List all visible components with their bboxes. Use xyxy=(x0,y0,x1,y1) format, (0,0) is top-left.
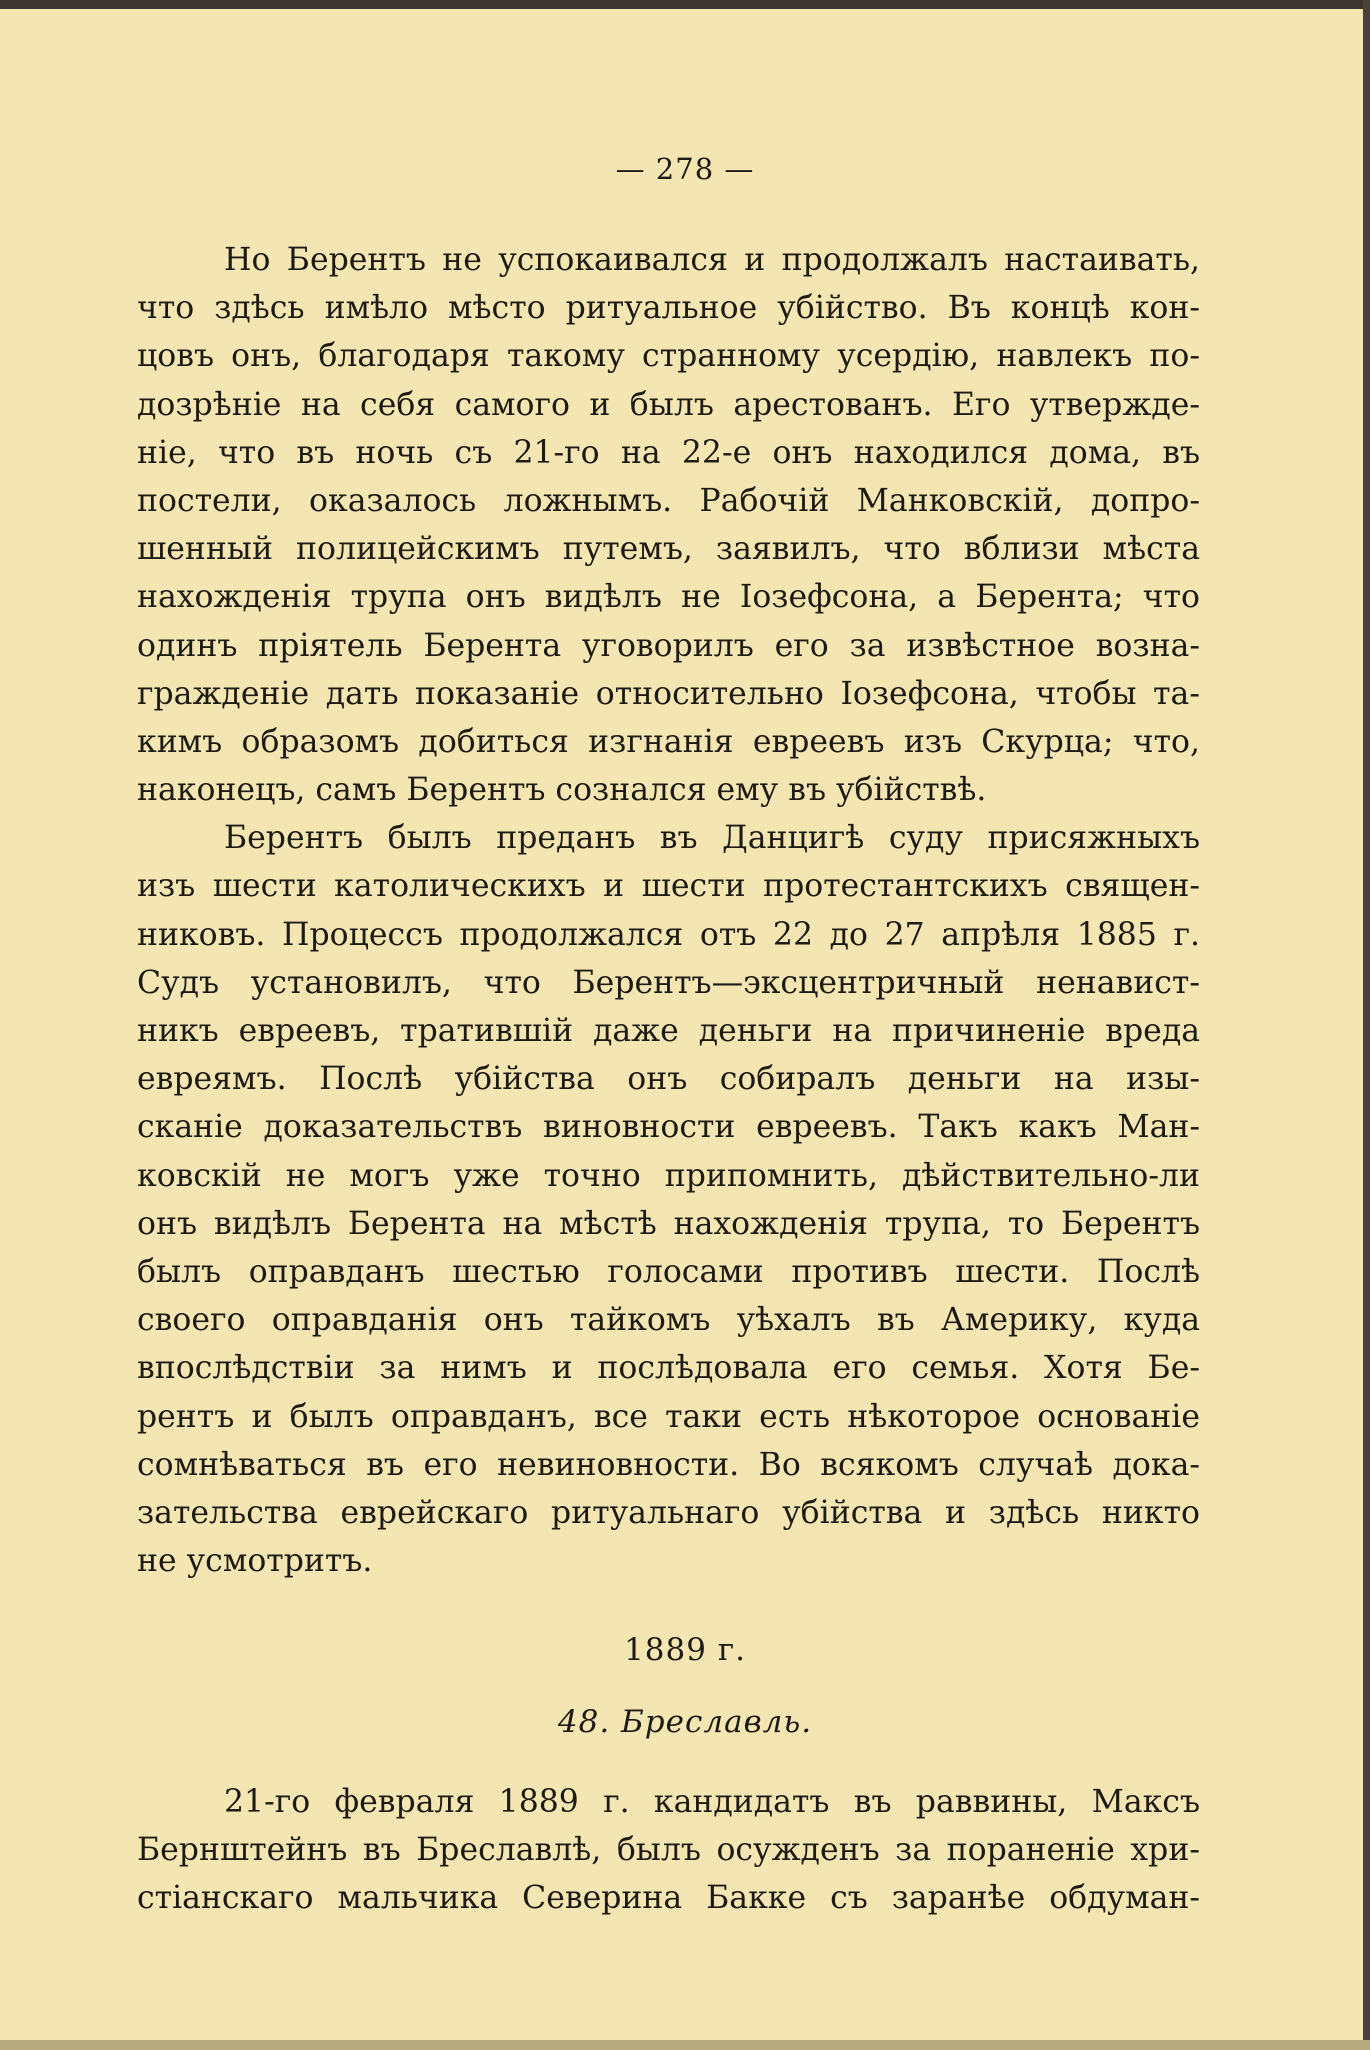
text-line: что здѣсь имѣло мѣсто ритуальное убійство. Въ концѣ кон- xyxy=(137,290,1200,327)
page-number: — 278 — xyxy=(615,152,755,186)
scan-bottom-edge xyxy=(0,2040,1370,2050)
text-line: своего оправданія онъ тайкомъ уѣхалъ въ Америку, куда xyxy=(137,1302,1200,1339)
text-line: рентъ и былъ оправданъ, все таки есть нѣкоторое основаніе xyxy=(137,1398,1200,1435)
text-line: постели, оказалось ложнымъ. Рабочій Манковскій, допро- xyxy=(137,482,1200,519)
section-text xyxy=(137,1778,1200,1923)
text-line: гражденіе дать показаніе относительно Іозефсона, чтобы та- xyxy=(137,675,1200,712)
section-year: 1889 г. xyxy=(624,1632,746,1668)
text-line: ніе, что въ ночь съ 21-го на 22-е онъ находился дома, въ xyxy=(137,434,1200,471)
text-line: сканіе доказательствъ виновности евреевъ. Такъ какъ Ман- xyxy=(137,1109,1200,1146)
text-line: 21-го февраля 1889 г. кандидатъ въ раввины, Максъ xyxy=(224,1784,1200,1820)
text-line: не усмотритъ. xyxy=(137,1543,373,1580)
text-line: нахожденія трупа онъ видѣлъ не Іозефсона, а Берента; что xyxy=(137,579,1200,616)
text-line: никъ евреевъ, тратившій даже деньги на причиненіе вреда xyxy=(137,1013,1200,1049)
text-line: шенный полицейскимъ путемъ, заявилъ, что вблизи мѣста xyxy=(137,531,1200,568)
text-line: евреямъ. Послѣ убійства онъ собиралъ деньги на изы- xyxy=(137,1061,1200,1098)
text-line: онъ видѣлъ Берента на мѣстѣ нахожденія трупа, то Берентъ xyxy=(137,1205,1200,1242)
section-title: 48. Бреславль. xyxy=(557,1704,813,1740)
main-text xyxy=(137,236,1200,1585)
text-line: Бернштейнъ въ Бреславлѣ, былъ осужденъ за пораненіе хри- xyxy=(137,1832,1200,1869)
text-line: стіанскаго мальчика Северина Бакке съ заранѣе обдуман- xyxy=(137,1880,1200,1917)
text-line: Берентъ былъ преданъ въ Данцигѣ суду присяжныхъ xyxy=(224,820,1200,857)
text-line: изъ шести католическихъ и шести протестантскихъ священ- xyxy=(137,868,1200,905)
text-line: Но Берентъ не успокаивался и продолжалъ настаивать, xyxy=(224,242,1200,278)
text-line: никовъ. Процессъ продолжался отъ 22 до 27 апрѣля 1885 г. xyxy=(137,916,1200,953)
text-line: сомнѣваться въ его невиновности. Во всякомъ случаѣ дока- xyxy=(137,1446,1200,1483)
text-line: былъ оправданъ шестью голосами противъ шести. Послѣ xyxy=(137,1253,1200,1290)
text-line: одинъ пріятель Берента уговорилъ его за извѣстное возна- xyxy=(137,627,1200,664)
text-line: цовъ онъ, благодаря такому странному усердію, навлекъ по- xyxy=(137,338,1200,375)
text-line: ковскій не могъ уже точно припомнить, дѣйствительно-ли xyxy=(137,1157,1200,1194)
text-line: впослѣдствіи за нимъ и послѣдовала его семья. Хотя Бе- xyxy=(137,1350,1200,1387)
scan-right-edge xyxy=(1363,0,1370,2050)
text-line: кимъ образомъ добиться изгнанія евреевъ изъ Скурца; что, xyxy=(137,723,1200,760)
text-line: Судъ установилъ, что Берентъ—эксцентричный ненавист- xyxy=(137,964,1200,1001)
text-line: наконецъ, самъ Берентъ сознался ему въ убійствѣ. xyxy=(137,772,987,809)
text-line: дозрѣніе на себя самого и былъ арестованъ. Его утвержде- xyxy=(137,386,1200,423)
text-line: зательства еврейскаго ритуальнаго убійства и здѣсь никто xyxy=(137,1494,1200,1531)
scan-top-edge xyxy=(0,0,1370,9)
